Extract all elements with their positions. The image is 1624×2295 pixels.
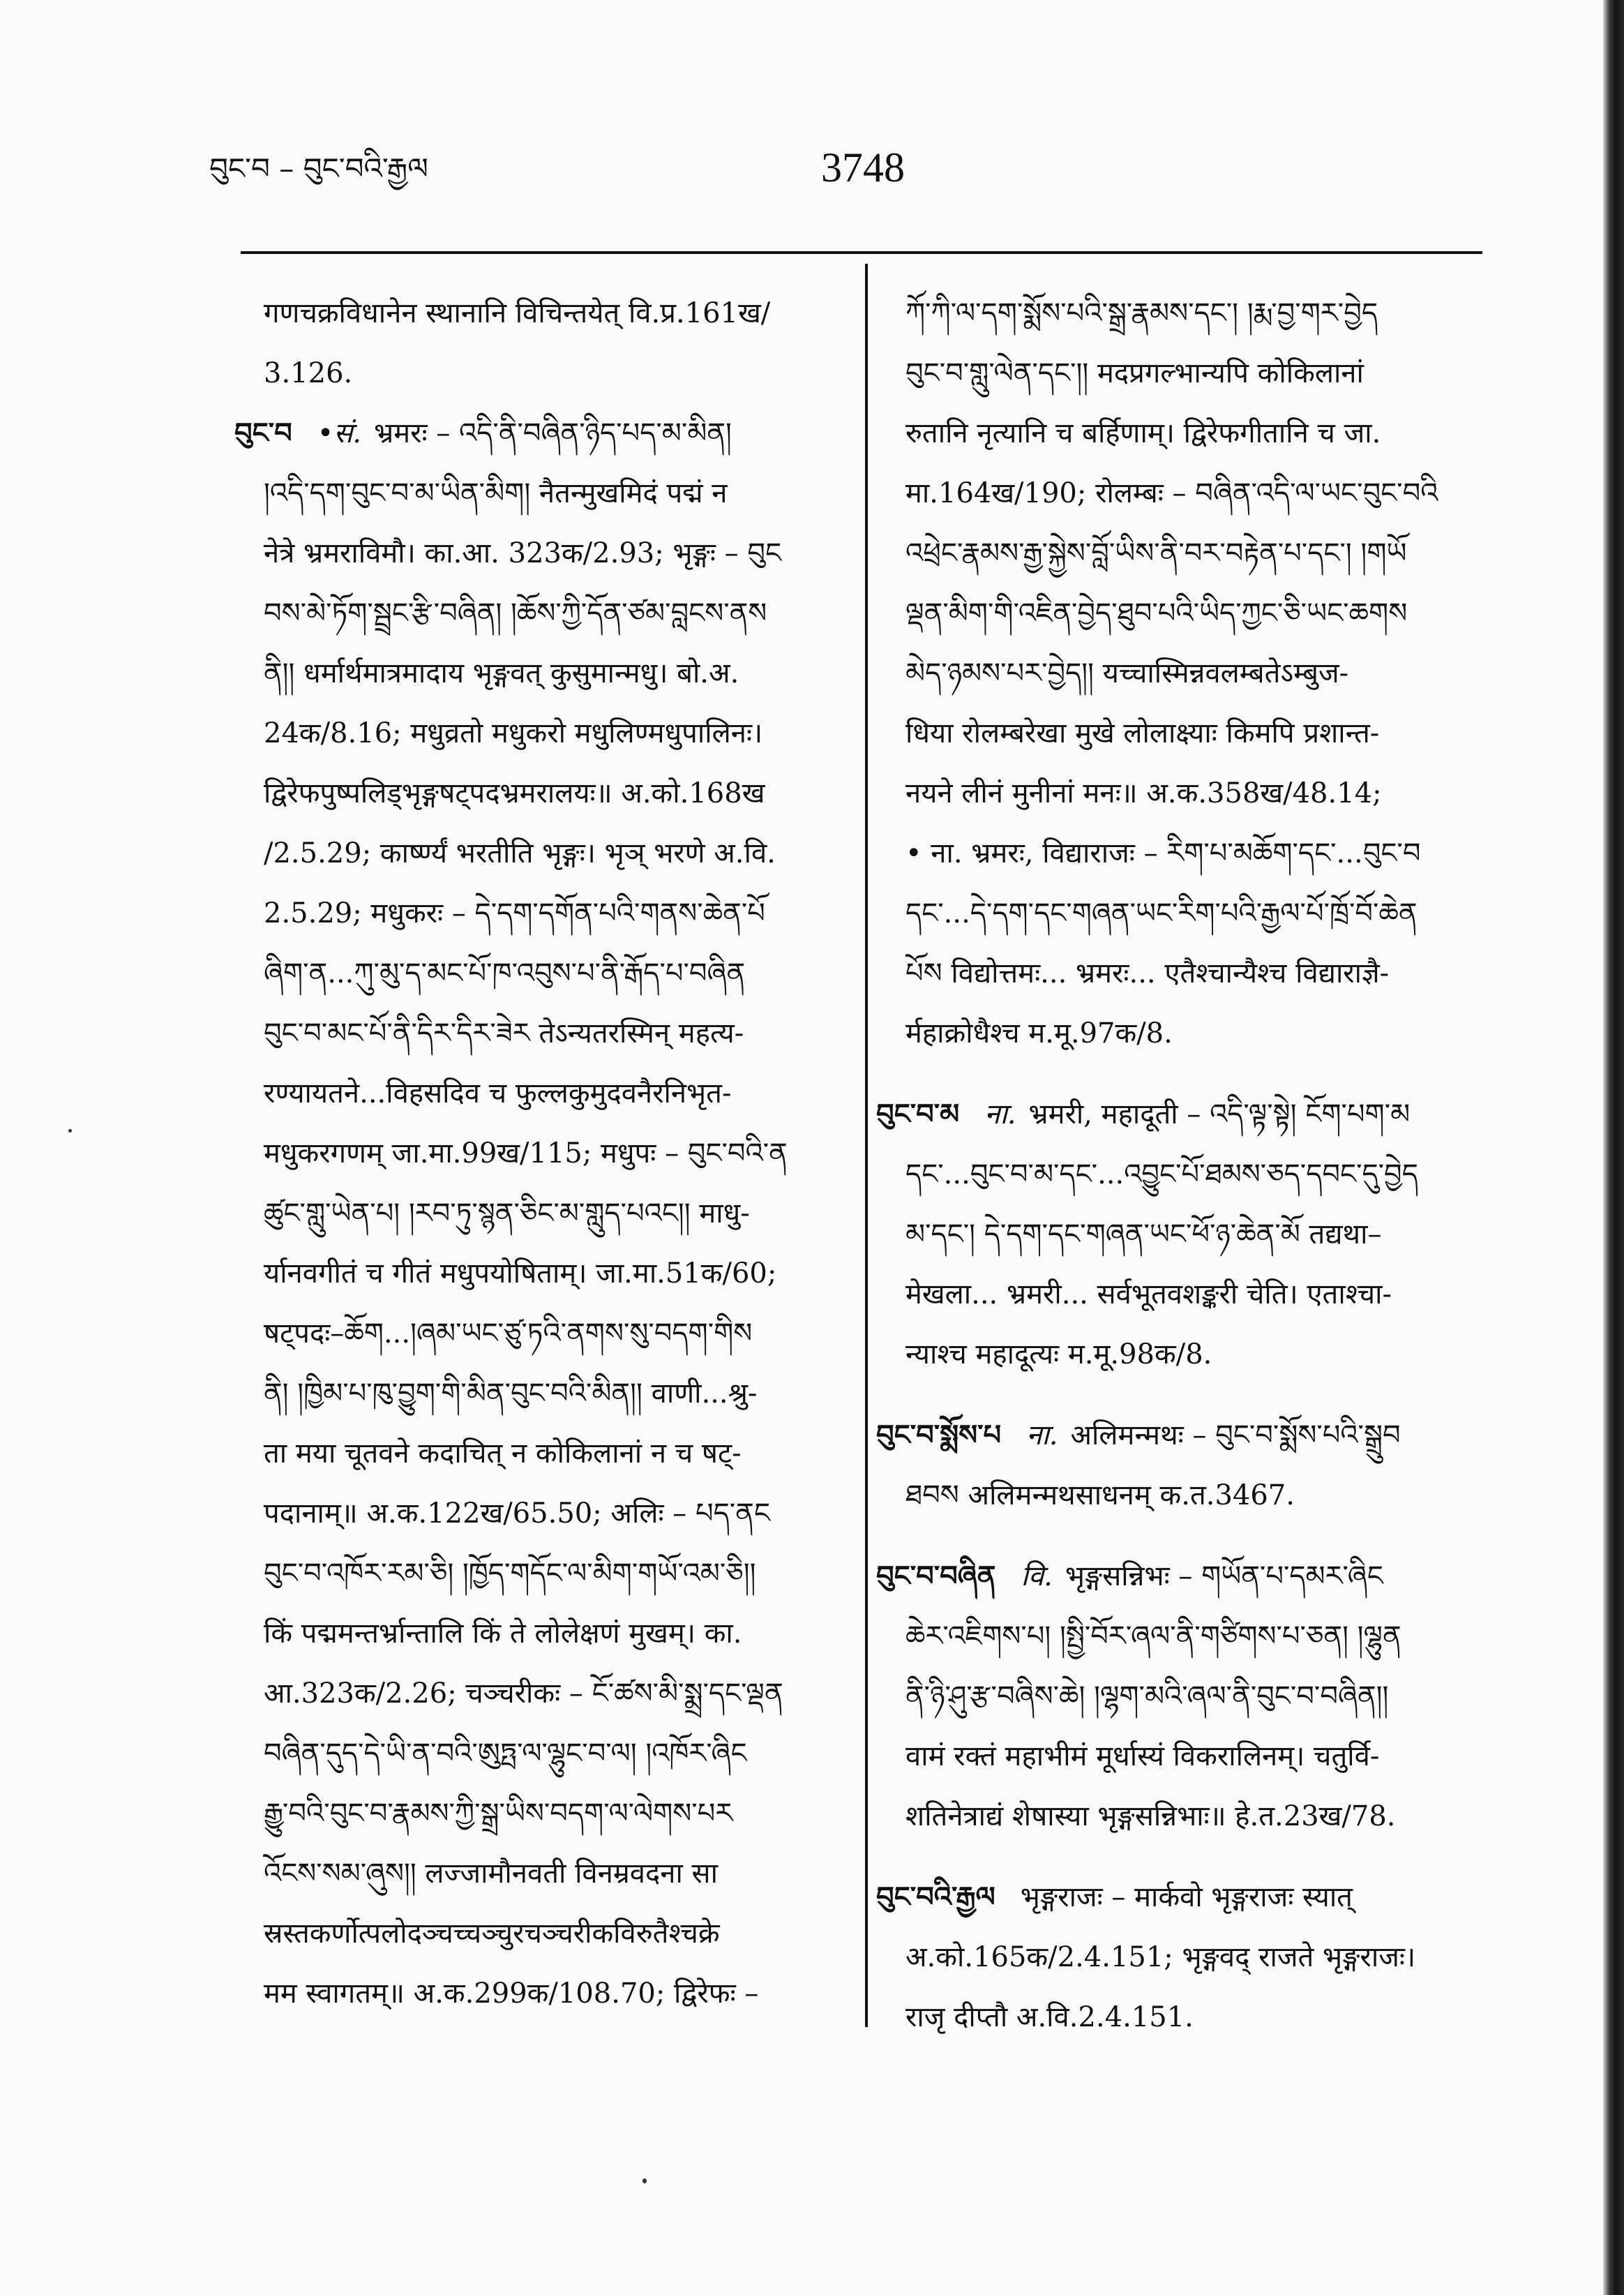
- text-line: [876, 1204, 1490, 1264]
- line-text: पदानाम्॥ अ.क.122ख/65.50; अलिः – པད་ནང: [264, 1497, 770, 1530]
- text-line: [876, 1546, 1490, 1606]
- running-head: བུང་བ – བུང་བའི་རྒྱལ: [209, 151, 428, 186]
- line-text: न्याश्च महादूत्यः म.मू.98क/8.: [905, 1338, 1212, 1370]
- line-text: མ་དང་། དེ་དག་དང་གཞན་ཡང་ཕོ་ཉ་ཆེན་མོ तद्यथा–: [905, 1218, 1382, 1250]
- text-line: [234, 1844, 848, 1904]
- dictionary-entry: [876, 1084, 1490, 1384]
- text-line: [876, 1405, 1490, 1465]
- line-text: བས་མེ་ཏོག་སྦྲང་རྩི་བཞིན། །ཆོས་ཀྱི་དོན་ཙམ་བླངས་ནས: [264, 597, 767, 629]
- line-text: ཆེར་འཇིགས་པ། །སྤྱི་བོར་ཞལ་ནི་གཙིགས་པ་ཅན། །ལྷུན: [905, 1620, 1401, 1652]
- line-text: འོངས་སམ་ཞུས།། लज्जामौनवती विनम्रवदना सा: [264, 1857, 718, 1890]
- line-text: मम स्वागतम्॥ अ.क.299क/108.70; द्विरेफः –: [264, 1978, 759, 2010]
- dictionary-entry: [876, 1405, 1490, 1525]
- line-text: ལྡན་མིག་གི་འཇིན་བྱེད་ཐུབ་པའི་ཡིད་ཀྱང་ཅི་ཡང་ཆགས: [905, 597, 1408, 629]
- text-line: [234, 1784, 848, 1844]
- line-text: ता मया चूतवने कदाचित् न कोकिलानां न च षट्-: [264, 1437, 742, 1470]
- line-text: अलिमन्मथः – བུང་བ་སྨོས་པའི་སྒྲུབ: [1070, 1419, 1401, 1451]
- line-text: །འདི་དག་བུང་བ་མ་ཡིན་མིག། नैतन्मुखमिदं पद्मं न: [264, 477, 728, 509]
- text-line: [876, 1987, 1490, 2047]
- text-line: [876, 1726, 1490, 1786]
- text-line: [234, 763, 848, 823]
- entry-headword: བུང་བ་མ: [876, 1098, 960, 1130]
- line-text: नेत्रे भ्रमराविमौ। का.आ. 323क/2.93; भृङ्गः – བུང: [264, 537, 782, 569]
- line-text: /2.5.29; कार्ष्ण्यं भरतीति भृङ्गः। भृञ् भरणे अ.वि.: [264, 837, 776, 869]
- page-number: 3748: [821, 144, 905, 190]
- text-line: [234, 823, 848, 883]
- line-text: शतिनेत्राद्यं शेषास्या भृङ्गसन्निभाः॥ हे.त.23ख/78.: [905, 1800, 1396, 1832]
- line-text: गणचक्रविधानेन स्थानानि विचिन्तयेत् वि.प्र.161ख/: [264, 297, 771, 329]
- text-line: [876, 823, 1490, 883]
- text-line: [876, 1084, 1490, 1144]
- text-line: [876, 703, 1490, 763]
- line-text: किं पद्ममन्तर्भ्रान्तालि किं ते लोलेक्षणं मुखम्। का.: [264, 1617, 742, 1650]
- column-divider: [865, 264, 868, 2027]
- text-line: [234, 1183, 848, 1243]
- entry-headword: བུང་བ: [234, 417, 292, 449]
- text-line: [876, 1144, 1490, 1204]
- grammar-label: वि.: [1021, 1560, 1053, 1592]
- line-text: राजृ दीप्तौ अ.वि.2.4.151.: [905, 2001, 1194, 2033]
- text-line: [234, 1003, 848, 1063]
- text-line: [876, 1324, 1490, 1384]
- line-text: रण्यायतने...विहसदिव च फुल्लकुमुदवनैरनिभृत-: [264, 1077, 732, 1109]
- text-line: [876, 1666, 1490, 1726]
- text-line: [234, 1724, 848, 1784]
- entry-headword: བུང་བ་བཞིན: [876, 1560, 996, 1592]
- line-text: स्रस्तकर्णोत्पलोदञ्चच्चञ्चुरचञ्चरीकविरुतैश्चक्रे: [264, 1918, 720, 1950]
- line-text: मा.164ख/190; रोलम्बः – བཞིན་འདི་ལ་ཡང་བུང་བའི: [905, 477, 1438, 509]
- line-text: • ना. भ्रमरः, विद्याराजः – རིག་པ་མཆོག་དང་...བུང་བ: [905, 837, 1421, 869]
- text-line: [234, 1123, 848, 1183]
- entry-headword: བུང་བའི་རྒྱལ: [876, 1881, 995, 1913]
- text-line: [234, 1483, 848, 1543]
- line-text: ཀོ་ཀི་ལ་དག་སྨོས་པའི་སྒྲ་རྣམས་དང་། །རྨ་བྱ་གར་བྱེད: [905, 297, 1378, 329]
- scan-speck: [642, 2178, 647, 2183]
- line-text: 2.5.29; मधुकरः – དེ་དག་དགོན་པའི་གནས་ཆེན་པོ: [264, 897, 765, 929]
- text-line: [876, 403, 1490, 463]
- grammar-label: •सं.: [317, 417, 362, 449]
- line-text: ནི། །ཁྱིམ་པ་ཁུ་བྱུག་གི་མིན་བུང་བའི་མིན།། वाणी...श्रु-: [264, 1377, 758, 1410]
- line-text: རྒྱུ་བའི་བུང་བ་རྣམས་ཀྱི་སྒྲ་ཡིས་བདག་ལ་ལེགས་པར: [264, 1797, 733, 1830]
- scan-binding-edge: [1603, 0, 1624, 2295]
- text-line: [234, 643, 848, 703]
- text-line: [234, 343, 848, 403]
- line-text: ཞིག་ན...ཀུ་མུ་ད་མང་པོ་ཁ་འབུས་པ་ནི་རྒོད་པ་བཞིན: [264, 957, 746, 989]
- line-text: མེད་ཉམས་པར་བྱེད།། यच्चास्मिन्नवलम्बतेऽम्बुज-: [905, 657, 1349, 689]
- line-text: आ.323क/2.26; चञ्चरीकः – ངོ་ཚས་མི་སྨྲ་དང་ལྡན: [264, 1677, 783, 1710]
- line-text: བུང་བ་མང་པོ་ནི་དིར་དིར་ཟེར तेऽन्यतरस्मिन् महत्य-: [264, 1017, 744, 1049]
- dictionary-entry: [876, 1867, 1490, 2047]
- text-line: [876, 463, 1490, 523]
- line-text: मेखला... भ्रमरी... सर्वभूतवशङ्करी चेति। एताश्चा-: [905, 1278, 1392, 1310]
- line-text: भृङ्गसन्निभः – གཡོན་པ་དམར་ཞིང: [1065, 1560, 1383, 1592]
- text-line: [876, 1264, 1490, 1324]
- dictionary-entry: [234, 403, 848, 2024]
- line-text: र्महाक्रोधैश्च म.मू.97क/8.: [905, 1017, 1173, 1049]
- text-line: [234, 583, 848, 643]
- line-text: བུང་བ་འཁོར་རམ་ཅི། །ཁྱོད་གདོང་ལ་མིག་གཡོ་འམ་ཅི།།: [264, 1557, 756, 1590]
- line-text: བུང་བ་གླུ་ལེན་དང་།། मदप्रगल्भान्यपि कोकिलानां: [905, 357, 1364, 389]
- line-text: ཚུང་གླུ་ཡེན་པ། །རབ་ཏུ་སྙན་ཅིང་མ་གླུད་པའང།། माधु-: [264, 1197, 750, 1229]
- text-line: [876, 1786, 1490, 1846]
- text-line: [876, 643, 1490, 703]
- text-line: [234, 1243, 848, 1303]
- text-line: [876, 763, 1490, 823]
- entry-continuation: [876, 283, 1490, 1063]
- text-line: [234, 1964, 848, 2024]
- text-line: [876, 1927, 1490, 1987]
- scan-speck: [68, 1129, 72, 1132]
- text-line: [234, 1063, 848, 1123]
- text-line: [234, 1363, 848, 1423]
- line-text: षट्पदः–ཆོག...།ཞམ་ཡང་ཙུ་ཏའི་ནགས་སུ་བདག་གིས: [264, 1317, 753, 1350]
- text-line: [234, 1423, 848, 1483]
- line-text: र्यानवगीतं च गीतं मधुपयोषिताम्। जा.मा.51क/60;: [264, 1257, 777, 1289]
- text-line: [234, 1303, 848, 1363]
- text-line: [234, 1664, 848, 1724]
- line-text: अ.को.165क/2.4.151; भृङ्गवद् राजते भृङ्गराजः।: [905, 1941, 1416, 1973]
- line-text: དང་...བུང་བ་མ་དང་...འབྱུང་པོ་ཐམས་ཅད་དབང་དུ་བྱེད: [905, 1158, 1418, 1190]
- text-line: [234, 703, 848, 763]
- text-line: [234, 523, 848, 583]
- left-column: [234, 283, 848, 2024]
- text-line: [876, 943, 1490, 1003]
- grammar-label: ना.: [1026, 1419, 1058, 1451]
- line-text: ནི་ཉི་ཤུ་རྩ་བཞིས་ཆེ། །ལྷག་མའི་ཞལ་ནི་བུང་བ་བཞིན།།: [905, 1680, 1389, 1712]
- line-text: नयने लीनं मुनीनां मनः॥ अ.क.358ख/48.14;: [905, 777, 1382, 809]
- text-line: [234, 1603, 848, 1664]
- line-text: रुतानि नृत्यानि च बर्हिणाम्। द्विरेफगीतानि च जा.: [905, 417, 1381, 449]
- line-text: भृङ्गराजः – मार्कवो भृङ्गराजः स्यात्: [1020, 1881, 1353, 1913]
- text-line: [876, 1003, 1490, 1063]
- header-rule: [241, 251, 1482, 254]
- line-text: भ्रमरः – འདི་ནི་བཞིན་ཉིད་པད་མ་མིན།: [374, 417, 732, 449]
- text-line: [234, 883, 848, 943]
- line-text: བཞིན་དུད་དེ་ཡི་ན་བའི་ཨུཏྤ་ལ་ལྷུང་བ་ལ། །འཁོར་ཞིང: [264, 1737, 747, 1770]
- text-line: [876, 583, 1490, 643]
- line-text: धिया रोलम्बरेखा मुखे लोलाक्ष्याः किमपि प्रशान्त-: [905, 717, 1380, 749]
- line-text: द्विरेफपुष्पलिड्भृङ्गषट्पदभ्रमरालयः॥ अ.को.168ख: [264, 777, 765, 809]
- line-text: པོས विद्योत्तमः... भ्रमरः... एतैश्चान्यैश्च विद्याराज्ञै-: [905, 957, 1390, 989]
- right-column: [876, 283, 1490, 2047]
- text-line: [234, 1543, 848, 1603]
- line-text: वामं रक्तं महाभीमं मूर्धास्यं विकरालिनम्। चतुर्वि-: [905, 1740, 1380, 1772]
- text-line: [876, 883, 1490, 943]
- text-line: [876, 343, 1490, 403]
- text-line: [876, 283, 1490, 343]
- text-line: [234, 463, 848, 523]
- text-line: [876, 1465, 1490, 1525]
- line-text: 3.126.: [264, 357, 353, 389]
- text-line: [234, 943, 848, 1003]
- text-line: [234, 403, 848, 463]
- line-text: ཐབས अलिमन्मथसाधनम् क.त.3467.: [905, 1479, 1295, 1511]
- dictionary-entry: [876, 1546, 1490, 1846]
- text-line: [876, 1606, 1490, 1666]
- line-text: དང་...དེ་དག་དང་གཞན་ཡང་རིག་པའི་རྒྱལ་པོ་ཁྲོ་བོ་ཆེན: [905, 897, 1418, 929]
- text-line: [876, 523, 1490, 583]
- line-text: मधुकरगणम् जा.मा.99ख/115; मधुपः – བུང་བའི་ན: [264, 1137, 788, 1169]
- line-text: ནི།། धर्मार्थमात्रमादाय भृङ्गवत् कुसुमान्मधु। बो.अ.: [264, 657, 739, 689]
- entry-headword: བུང་བ་སྨོས་པ: [876, 1419, 1002, 1451]
- line-text: 24क/8.16; मधुव्रतो मधुकरो मधुलिण्मधुपालिनः।: [264, 717, 763, 749]
- line-text: भ्रमरी, महादूती – འདི་ལྟ་སྟེ། ངོག་པག་མ: [1028, 1098, 1411, 1130]
- text-line: [234, 283, 848, 343]
- entry-continuation: [234, 283, 848, 403]
- text-line: [234, 1904, 848, 1964]
- grammar-label: ना.: [984, 1098, 1016, 1130]
- line-text: འཕྲེང་རྣམས་རྒྱ་སྐྱེས་བློ་ཡིས་ནི་བར་བརྟེན་པ་དང་། །གཡོ: [905, 537, 1407, 569]
- text-line: [876, 1867, 1490, 1927]
